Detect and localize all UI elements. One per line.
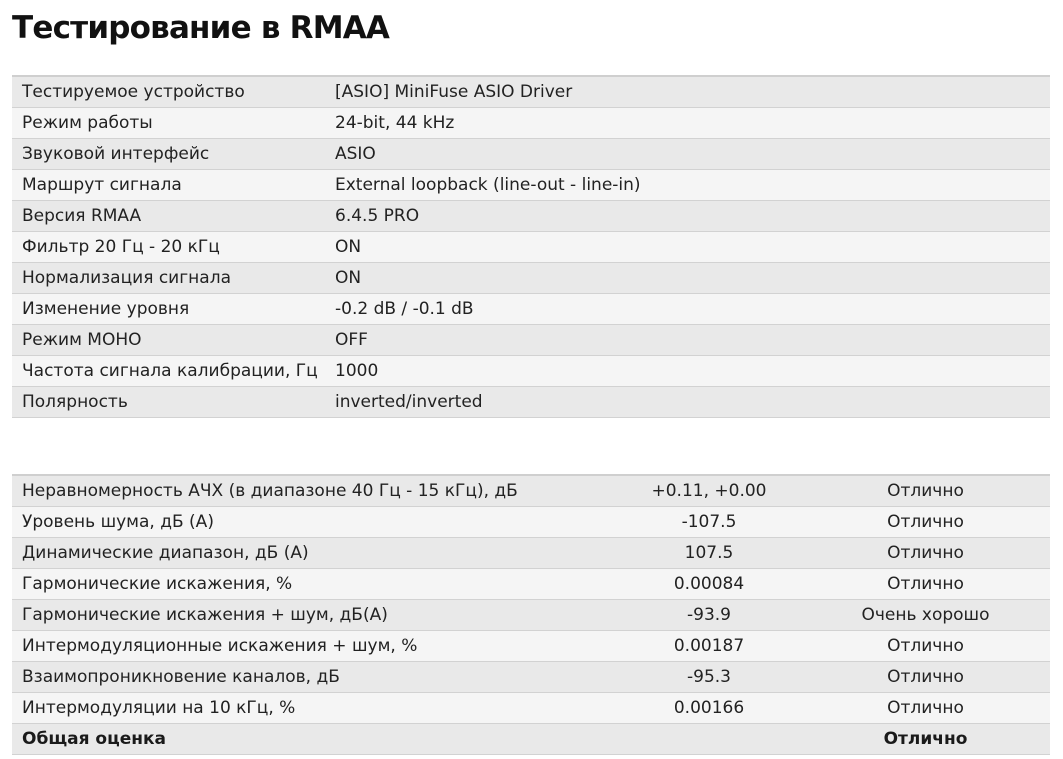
table-row [12,387,1050,418]
setting-value: 24-bit, 44 kHz [325,108,1050,139]
table-row [12,76,1050,108]
result-name: Интермодуляционные искажения + шум, % [12,631,617,662]
result-rating: Отлично [801,475,1050,507]
table-row [12,475,1050,507]
table-row [12,662,1050,693]
table-row [12,294,1050,325]
table-row [12,569,1050,600]
result-value: 0.00187 [617,631,801,662]
table-row [12,108,1050,139]
result-name: Гармонические искажения, % [12,569,617,600]
result-value: -107.5 [617,507,801,538]
setting-key: Изменение уровня [12,294,325,325]
result-rating: Отлично [801,693,1050,724]
test-results-table [12,474,1050,755]
setting-value: ASIO [325,139,1050,170]
result-rating: Очень хорошо [801,600,1050,631]
result-value: 0.00084 [617,569,801,600]
setting-key: Звуковой интерфейс [12,139,325,170]
table-row [12,507,1050,538]
table-row [12,201,1050,232]
result-rating: Отлично [801,662,1050,693]
result-rating: Отлично [801,507,1050,538]
table-row [12,631,1050,662]
result-value: 107.5 [617,538,801,569]
total-label: Общая оценка [12,724,617,755]
setting-value: ON [325,232,1050,263]
table-row [12,170,1050,201]
setting-key: Полярность [12,387,325,418]
setting-value: -0.2 dB / -0.1 dB [325,294,1050,325]
table-row [12,538,1050,569]
total-value-empty [617,724,801,755]
table-row [12,356,1050,387]
page-title: Тестирование в RMAA [12,10,390,46]
setting-key: Фильтр 20 Гц - 20 кГц [12,232,325,263]
setting-value: [ASIO] MiniFuse ASIO Driver [325,76,1050,108]
table-row [12,693,1050,724]
result-value: +0.11, +0.00 [617,475,801,507]
result-value: -95.3 [617,662,801,693]
result-name: Уровень шума, дБ (А) [12,507,617,538]
table-row [12,325,1050,356]
result-name: Интермодуляции на 10 кГц, % [12,693,617,724]
test-settings-table [12,75,1050,418]
result-name: Неравномерность АЧХ (в диапазоне 40 Гц - 15 кГц), дБ [12,475,617,507]
result-name: Гармонические искажения + шум, дБ(A) [12,600,617,631]
table-row [12,600,1050,631]
result-name: Динамические диапазон, дБ (А) [12,538,617,569]
setting-key: Тестируемое устройство [12,76,325,108]
result-value: -93.9 [617,600,801,631]
setting-value: 1000 [325,356,1050,387]
setting-key: Режим МОНО [12,325,325,356]
total-rating: Отлично [801,724,1050,755]
result-name: Взаимопроникновение каналов, дБ [12,662,617,693]
result-rating: Отлично [801,631,1050,662]
result-rating: Отлично [801,569,1050,600]
setting-key: Маршрут сигнала [12,170,325,201]
setting-key: Нормализация сигнала [12,263,325,294]
table-row [12,263,1050,294]
result-rating: Отлично [801,538,1050,569]
table-row [12,232,1050,263]
table-row [12,139,1050,170]
setting-value: OFF [325,325,1050,356]
setting-value: inverted/inverted [325,387,1050,418]
setting-value: 6.4.5 PRO [325,201,1050,232]
setting-value: ON [325,263,1050,294]
setting-key: Частота сигнала калибрации, Гц [12,356,325,387]
setting-key: Режим работы [12,108,325,139]
result-value: 0.00166 [617,693,801,724]
total-row [12,724,1050,755]
setting-value: External loopback (line-out - line-in) [325,170,1050,201]
setting-key: Версия RMAA [12,201,325,232]
